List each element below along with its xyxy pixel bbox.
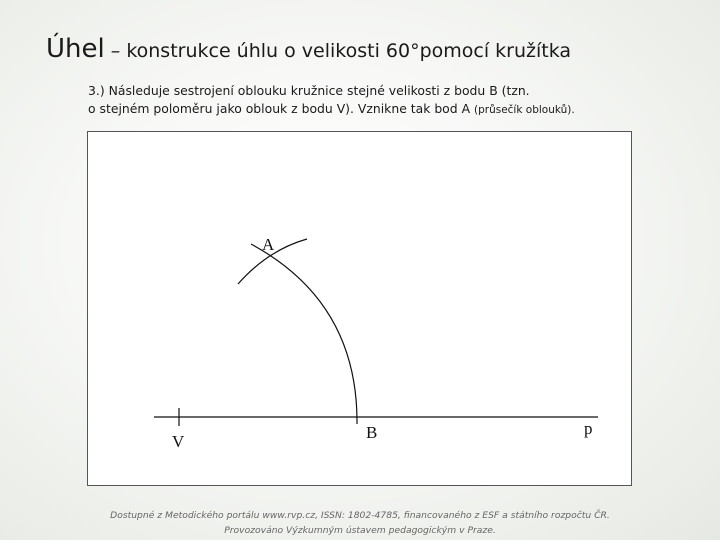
footer xyxy=(0,508,720,538)
title-subtitle: – konstrukce úhlu o velikosti 60°pomocí kružítka xyxy=(104,40,572,62)
step-line-1: 3.) Následuje sestrojení oblouku kružnice stejné velikosti z bodu B (tzn. xyxy=(88,83,530,98)
point-b-label: B xyxy=(366,423,378,442)
step-line-2-main: o stejném poloměru jako oblouk z bodu V). Vznikne tak bod A xyxy=(88,101,474,116)
step-line-2 xyxy=(88,100,708,119)
step-line-2-note: (průsečík oblouků). xyxy=(474,104,575,116)
construction-canvas xyxy=(87,131,632,486)
footer-line-2: Provozováno Výzkumným ústavem pedagogickým v Praze. xyxy=(224,525,496,536)
slide-title xyxy=(46,36,706,62)
construction-drawing xyxy=(88,132,633,487)
arc-from-v xyxy=(251,244,357,424)
point-a-label: A xyxy=(262,235,275,254)
ray-p-label: p xyxy=(584,419,593,438)
footer-line-1: Dostupné z Metodického portálu www.rvp.cz, ISSN: 1802-4785, financovaného z ESF a státního rozpočtu ČR. xyxy=(110,510,610,521)
step-description xyxy=(88,82,708,119)
point-v-label: V xyxy=(172,432,185,451)
title-main: Úhel xyxy=(46,34,105,64)
